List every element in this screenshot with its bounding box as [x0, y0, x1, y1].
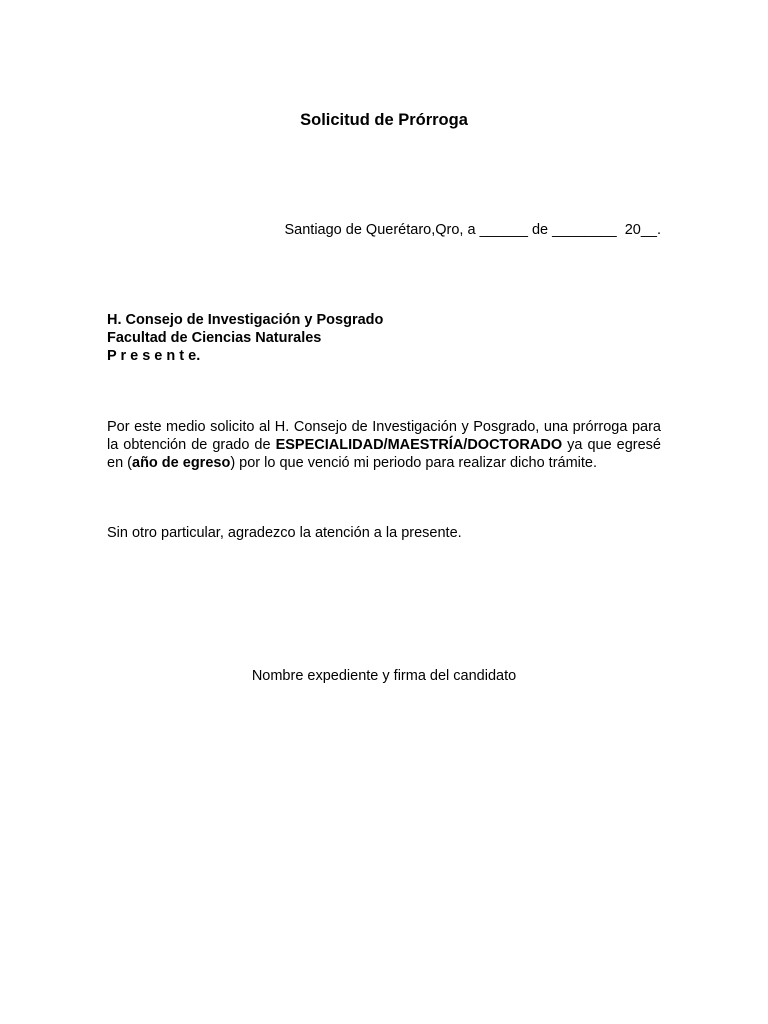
request-paragraph — [107, 418, 661, 472]
signature-line: Nombre expediente y firma del candidato — [251, 668, 517, 684]
addressee-faculty: Facultad de Ciencias Naturales — [107, 330, 322, 346]
request-text-intro: Por este medio solicito al H. Consejo de Investigación y Posgrado, una prórroga para la obtención de grado de — [107, 419, 661, 453]
document-title: Solicitud de Prórroga — [300, 111, 468, 129]
date-line: Santiago de Querétaro,Qro, a ______ de ________ 20__. — [284, 222, 661, 238]
graduation-year-placeholder: año de egreso — [132, 455, 231, 471]
addressee-block — [107, 311, 383, 365]
degree-options: ESPECIALIDAD/MAESTRÍA/DOCTORADO — [275, 437, 563, 453]
addressee-council: H. Consejo de Investigación y Posgrado — [107, 312, 384, 328]
request-text-end: ) por lo que venció mi periodo para realizar dicho trámite. — [230, 455, 598, 471]
request-text-middle: ya que egresé en ( — [107, 437, 661, 471]
addressee-presente: P r e s e n t e. — [107, 348, 201, 364]
closing-line: Sin otro particular, agradezco la atención a la presente. — [107, 525, 462, 541]
